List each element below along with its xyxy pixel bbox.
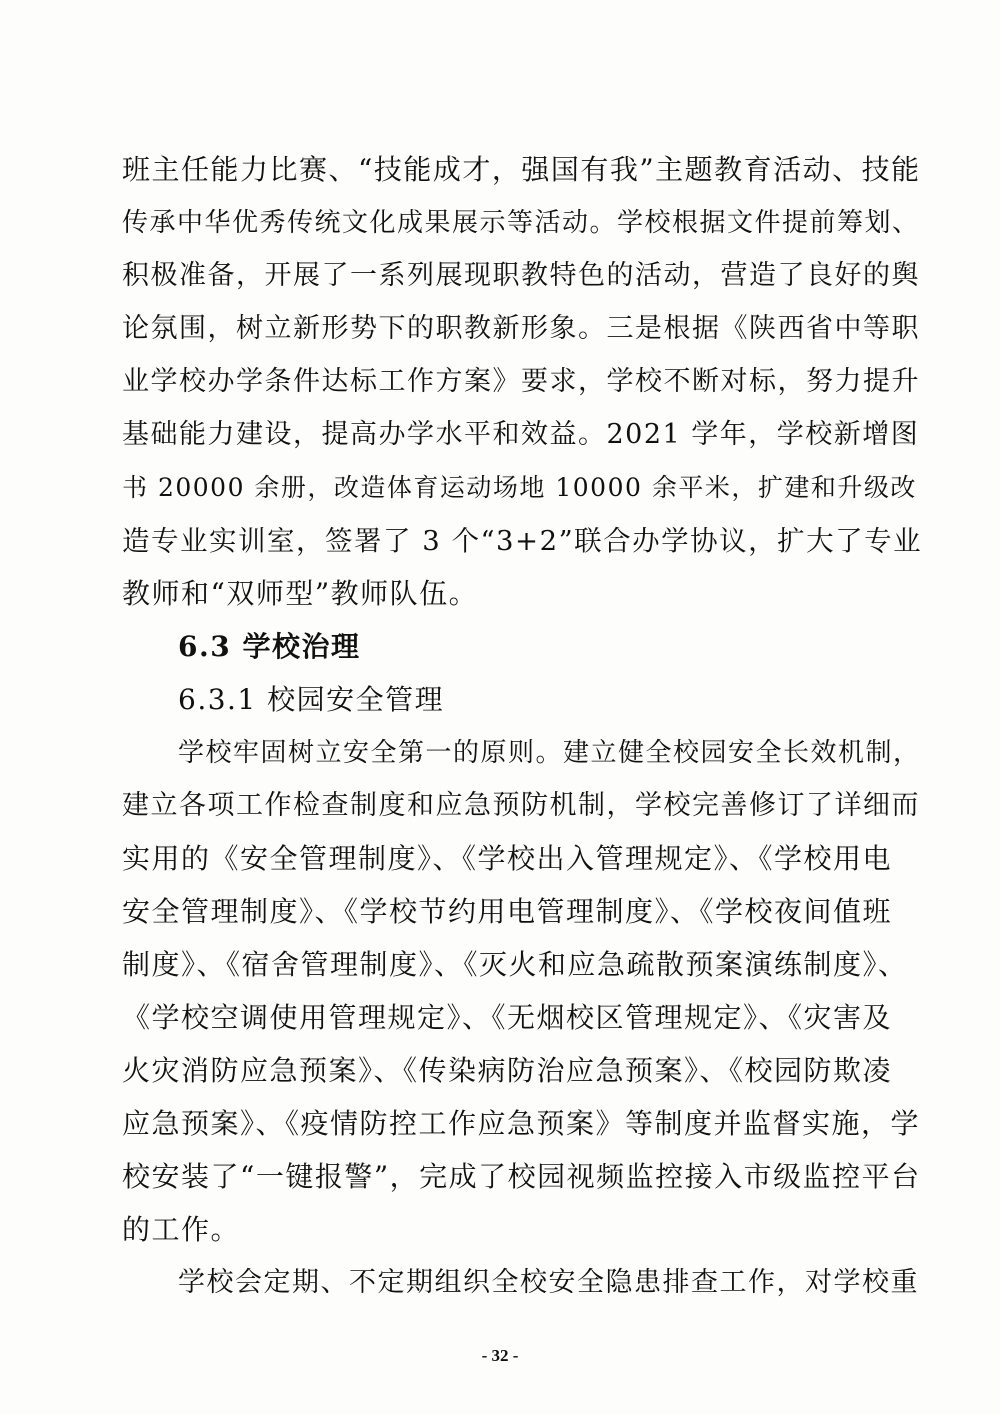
text-line-15: 安全管理制度》、《学校节约用电管理制度》、《学校夜间值班 <box>122 895 893 928</box>
text-line-3: 积极准备，开展了一系列展现职教特色的活动，营造了良好的舆 <box>122 260 920 291</box>
text-line-20: 校安装了“一键报警”，完成了校园视频监控接入市级监控平台 <box>122 1160 921 1193</box>
text-line-12: 学校牢固树立安全第一的原则。建立健全校园安全长效机制， <box>178 738 921 768</box>
text-line-7: 书 20000 余册，改造体育运动场地 10000 余平米，扩建和升级改 <box>122 473 917 502</box>
text-line-8: 造专业实训室，签署了 3 个“3+2”联合办学协议，扩大了专业 <box>122 525 923 557</box>
page-number: - 32 - <box>481 1346 519 1365</box>
text-line-19: 应急预案》、《疫情防控工作应急预案》等制度并监督实施，学 <box>122 1107 921 1140</box>
text-line-18: 火灾消防应急预案》、《传染病防治应急预案》、《校园防欺凌 <box>122 1054 893 1087</box>
text-line-13: 建立各项工作检查制度和应急预防机制，学校完善修订了详细而 <box>122 790 920 821</box>
text-line-5: 业学校办学条件达标工作方案》要求，学校不断对标，努力提升 <box>122 366 920 397</box>
text-line-4: 论氛围，树立新形势下的职教新形象。三是根据《陕西省中等职 <box>122 313 920 344</box>
text-line-14: 实用的《安全管理制度》、《学校出入管理规定》、《学校用电 <box>122 842 893 875</box>
text-line-16: 制度》、《宿舍管理制度》、《灭火和应急疏散预案演练制度》、 <box>122 948 908 981</box>
text-line-17: 《学校空调使用管理规定》、《无烟校区管理规定》、《灾害及 <box>122 1001 893 1034</box>
text-line-2: 传承中华优秀传统文化成果展示等活动。学校根据文件提前筹划、 <box>122 208 920 238</box>
text-line-22: 学校会定期、不定期组织全校安全隐患排查工作，对学校重 <box>178 1267 919 1298</box>
text-line-9: 教师和“双师型”教师队伍。 <box>122 577 479 610</box>
text-line-6: 基础能力建设，提高办学水平和效益。2021 学年，学校新增图 <box>122 419 920 450</box>
subsection-heading: 6.3.1 校园安全管理 <box>178 683 445 716</box>
text-line-1: 班主任能力比赛、“技能成才，强国有我”主题教育活动、技能 <box>122 153 921 186</box>
section-heading: 6.3 学校治理 <box>178 630 361 663</box>
text-line-21: 的工作。 <box>122 1213 241 1246</box>
